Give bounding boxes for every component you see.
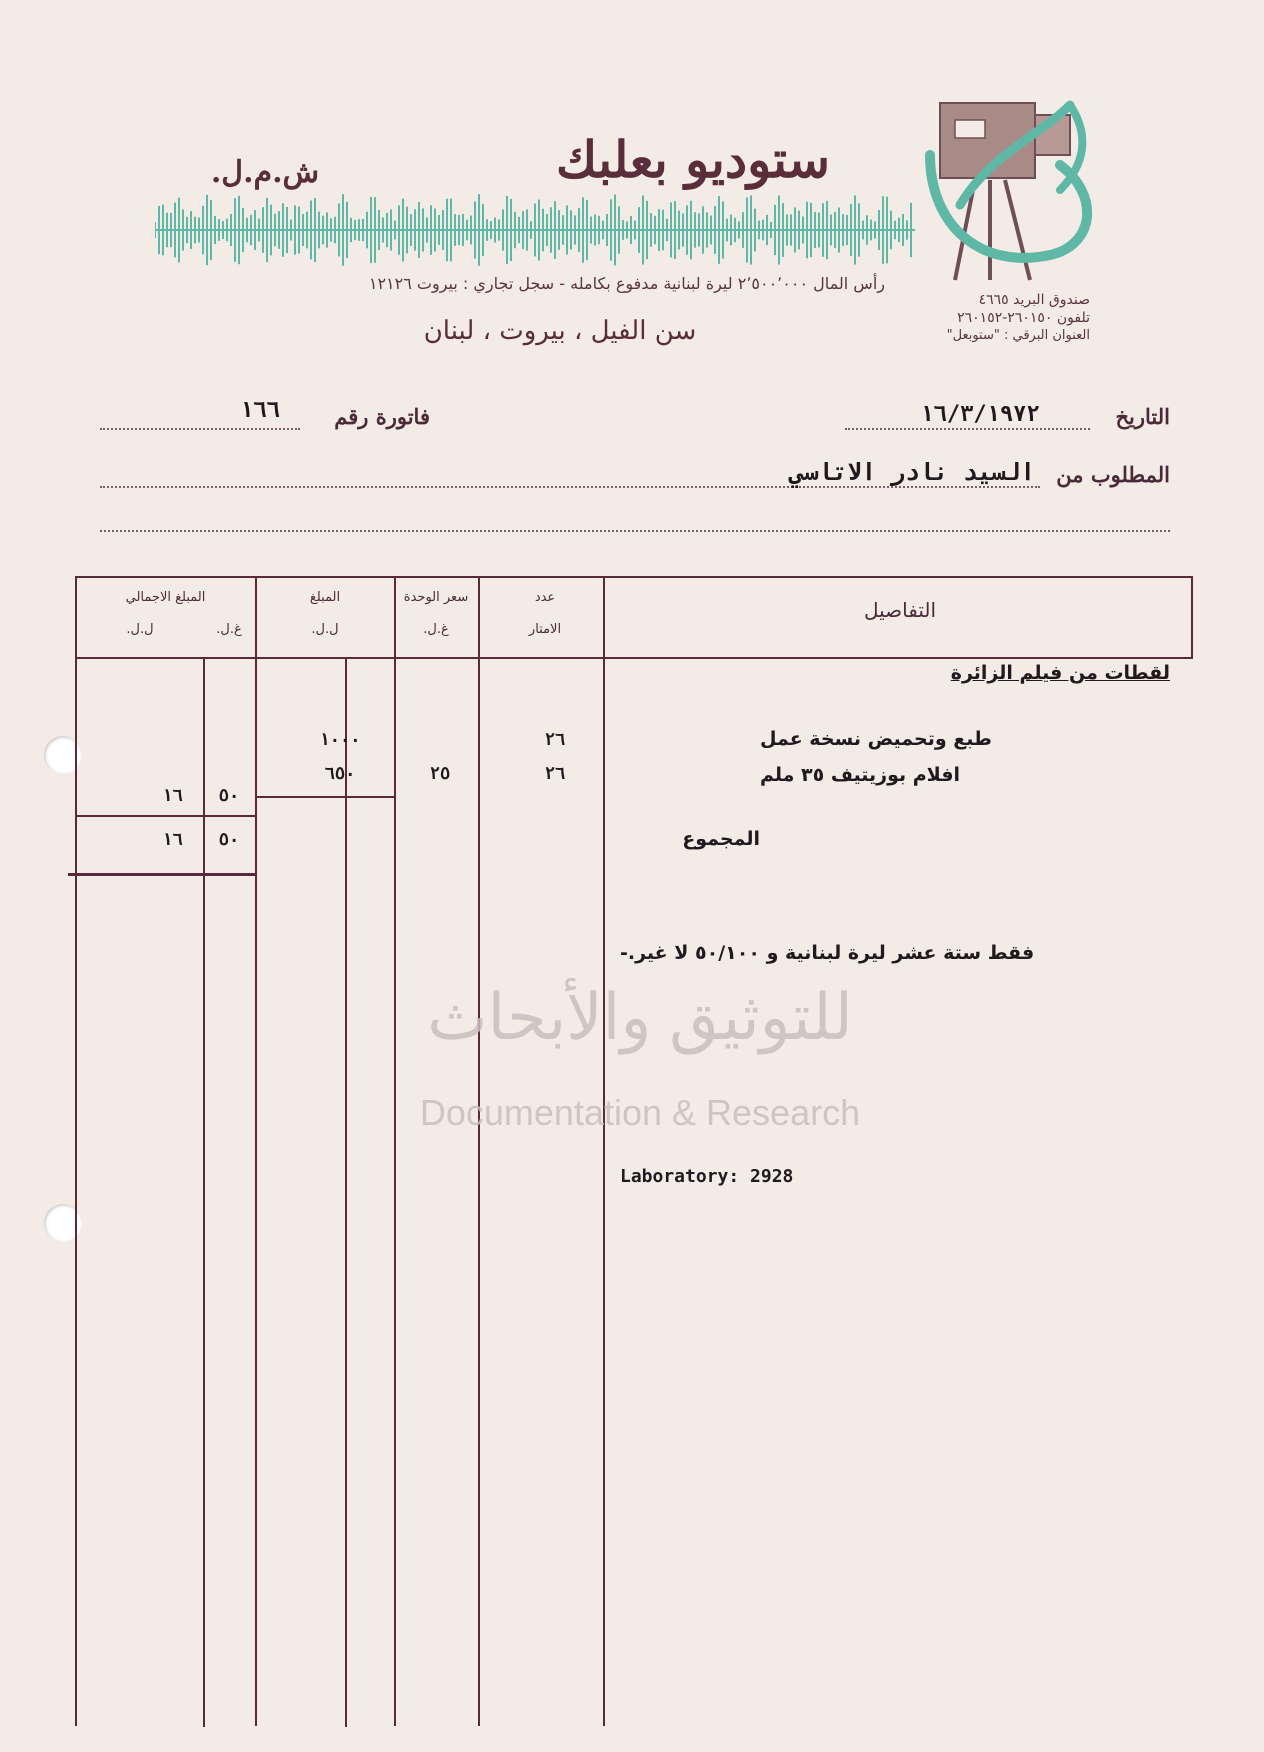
header-total-piasters: غ.ل. [216, 622, 242, 637]
row-1-details: طبع وتحميض نسخة عمل [760, 728, 992, 750]
address-line: سن الفيل ، بيروت ، لبنان [423, 316, 697, 346]
amount-in-words: فقط ستة عشر ليرة لبنانية و ٥٠/١٠٠ لا غير.- [620, 942, 1035, 964]
subtotal-piasters: ٥٠ [218, 786, 240, 806]
header-total-pounds: ل.ل. [126, 622, 154, 637]
row-1-count: ٢٦ [544, 730, 566, 750]
table-top-line [75, 576, 1193, 578]
section-title: لقطات من فيلم الزائرة [950, 662, 1170, 684]
amount-sum-line [256, 796, 396, 798]
watermark-arabic: للتوثيق والأبحاث [427, 981, 853, 1053]
col-div-amount [394, 576, 396, 1726]
col-div-total [255, 576, 257, 1726]
requested-from-value: السيد نادر الاتاسي [789, 458, 1035, 486]
invoice-number-value: ١٦٦ [240, 398, 280, 423]
total-line-1 [68, 873, 256, 876]
row-2-unit-price: ٢٥ [429, 764, 451, 784]
header-unit-2: غ.ل. [423, 622, 449, 637]
po-box: صندوق البريد ٤٦٦٥ [978, 292, 1090, 308]
row-1-amount: ١٠٠٠ [319, 730, 361, 750]
header-amount-2: ل.ل. [311, 622, 339, 637]
invoice-number-label: فاتورة رقم [334, 404, 430, 429]
row-2-details: افلام بوزيتيف ٣٥ ملم [760, 764, 961, 786]
table-left-edge [75, 576, 77, 1726]
total-piasters: ٥٠ [218, 830, 240, 850]
header-amount-1: المبلغ [309, 590, 341, 605]
capital-line: رأس المال ٢٬٥٠٠٬٠٠٠ ليرة لبنانية مدفوع بكامله - سجل تجاري : بيروت ١٢١٢٦ [368, 274, 885, 293]
company-name: ستوديو بعلبك [555, 130, 830, 189]
requested-from-label: المطلوب من [1056, 462, 1170, 487]
date-value: ١٦/٣/١٩٧٢ [920, 402, 1040, 427]
header-count-2: الامتار [528, 622, 562, 637]
total-pounds: ١٦ [162, 830, 183, 850]
row-2-amount: ٦٥٠ [324, 764, 356, 784]
table-header-line [75, 657, 1193, 659]
col-div-amount-pounds [345, 657, 347, 1727]
subtotal-pounds: ١٦ [162, 786, 183, 806]
header-count-1: عدد [534, 590, 556, 605]
company-type: ش.م.ل. [210, 155, 320, 190]
table-right-edge [1191, 576, 1193, 658]
col-div-count [603, 576, 605, 1726]
phone: تلفون ٢٦٠١٥٠-٢٦٠١٥٢ [957, 310, 1090, 326]
date-label: التاريخ [1115, 404, 1170, 429]
total-label: المجموع [682, 828, 760, 850]
col-div-total-pounds [203, 657, 205, 1727]
row-2-count: ٢٦ [544, 764, 566, 784]
header-details: التفاصيل [863, 598, 937, 622]
header-unit-1: سعر الوحدة [403, 590, 469, 605]
lab-note: Laboratory: 2928 [620, 1166, 794, 1187]
subtotal-line [75, 815, 255, 817]
telegraph-address: العنوان البرقي : "ستوبعل" [946, 328, 1090, 343]
col-div-unit [478, 576, 480, 1726]
header-total-1: المبلغ الاجمالي [125, 590, 206, 605]
watermark-english: Documentation & Research [419, 1092, 861, 1133]
